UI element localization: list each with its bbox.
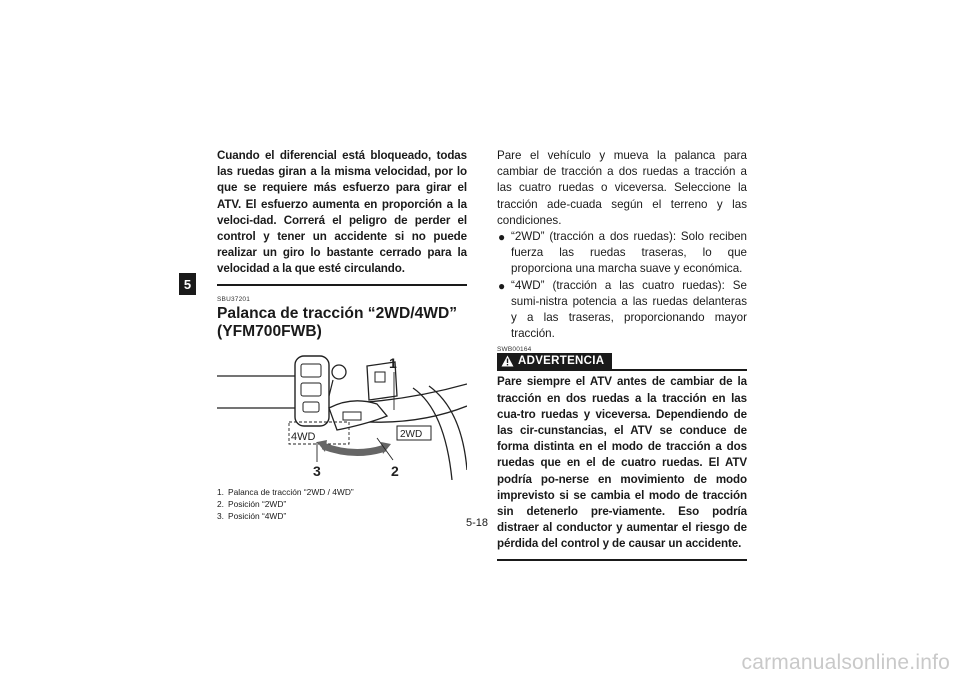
warning-label: ADVERTENCIA [518, 355, 605, 368]
figure-callout-1: 1 [389, 354, 397, 371]
list-item-text: “2WD” (tracción a dos ruedas): Solo reciben fuerza las ruedas traseras, lo que proporciona una marcha suave y económica. [511, 230, 747, 276]
list-item [497, 229, 747, 278]
caption-item [217, 486, 467, 498]
page-number: 5-18 [466, 517, 489, 529]
differential-warning-text: Cuando el diferencial está bloqueado, todas las ruedas giran a la misma velocidad, por lo que se requiere más esfuerzo para girar el ATV. El esfuerzo aumenta en proporción a la veloci-dad. Correrá el peligro de perder el control y tener un accidente si no puede realizar un giro lo bastante cerrado para la velocidad a la que esté circulando. [217, 149, 467, 276]
chapter-tab: 5 [179, 273, 196, 295]
watermark: carmanualsonline.info [741, 651, 950, 674]
figure-callout-3: 3 [313, 462, 321, 479]
caption-text: Posición “2WD” [228, 498, 287, 509]
figure-captions [217, 486, 467, 523]
lever-illustration [217, 350, 467, 480]
divider-rule [497, 559, 747, 561]
caption-number: 3. [217, 511, 224, 522]
warning-triangle-icon [501, 355, 514, 367]
figure-label-4wd: 4WD [291, 430, 316, 443]
warning-text: Pare siempre el ATV antes de cambiar de la tracción en dos ruedas a la tracción en las cua-tro ruedas y viceversa. Dependiendo de las cir-cunstancias, el ATV se conduce de forma distinta en el modo de tracción a dos ruedas que en el de cuatro ruedas. El ATV podría po-nerse en movimiento de modo imprevisto si se cambia el modo de tracción sin detenerlo pre-viamente. Eso podría distraer al conductor y aumentar el riesgo de pérdida del control y de causar un accidente. [497, 375, 747, 551]
left-column [217, 148, 467, 522]
warning-badge [497, 353, 612, 369]
bullet-icon: ● [498, 278, 506, 293]
divider-rule [497, 369, 747, 371]
caption-text: Palanca de tracción “2WD / 4WD” [228, 486, 354, 497]
figure-label-2wd: 2WD [400, 428, 423, 440]
figure-callout-2: 2 [391, 462, 399, 479]
bullet-icon: ● [498, 230, 506, 245]
divider-rule [217, 284, 467, 286]
right-column [497, 148, 747, 561]
caption-item [217, 510, 467, 522]
warning-header [497, 353, 747, 369]
list-item-text: “4WD” (tracción a las cuatro ruedas): Se sumi-nistra potencia a las ruedas delanteras y a las traseras, proporcionando mayor tracción. [511, 278, 747, 341]
intro-paragraph: Pare el vehículo y mueva la palanca para cambiar de tracción a dos ruedas a tracción a las cuatro ruedas o viceversa. Seleccione la tracción ade-cuada según el terreno y las condiciones. [497, 149, 747, 227]
caption-number: 2. [217, 498, 224, 509]
caption-item [217, 498, 467, 510]
section-code: SBU37201 [217, 295, 251, 303]
list-item [497, 278, 747, 343]
section-title: Palanca de tracción “2WD/4WD” (YFM700FWB) [217, 304, 458, 341]
warning-code: SWB00164 [497, 346, 532, 354]
drive-mode-list [497, 229, 747, 342]
caption-number: 1. [217, 486, 224, 497]
caption-text: Posición “4WD” [228, 511, 287, 522]
